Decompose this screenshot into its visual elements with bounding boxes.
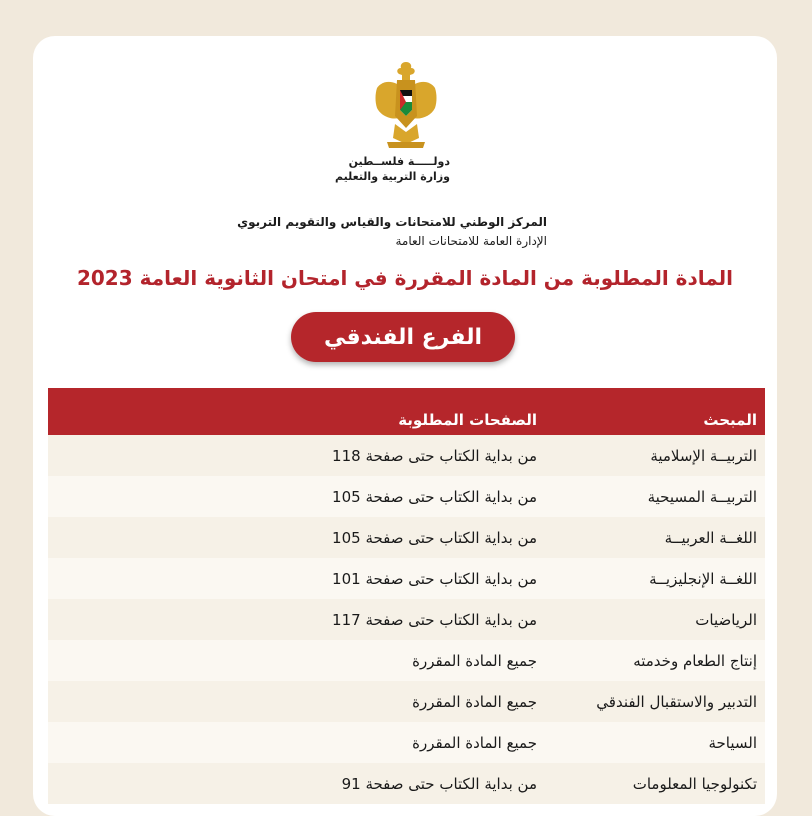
subject-cell: إنتاج الطعام وخدمته bbox=[541, 640, 765, 681]
subject-cell: التدبير والاستقبال الفندقي bbox=[541, 681, 765, 722]
subject-cell: السياحة bbox=[541, 722, 765, 763]
subject-cell: اللغــة الإنجليزيــة bbox=[541, 558, 765, 599]
table-row bbox=[48, 681, 765, 722]
subject-cell: الرياضيات bbox=[541, 599, 765, 640]
pages-cell: من بداية الكتاب حتى صفحة 91 bbox=[48, 763, 541, 804]
pages-cell: جميع المادة المقررة bbox=[48, 640, 541, 681]
pages-cell: من بداية الكتاب حتى صفحة 101 bbox=[48, 558, 541, 599]
pages-cell: جميع المادة المقررة bbox=[48, 681, 541, 722]
pages-cell: من بداية الكتاب حتى صفحة 105 bbox=[48, 517, 541, 558]
table-row bbox=[48, 640, 765, 681]
palestine-eagle-emblem-icon bbox=[373, 58, 439, 150]
ministry-name: وزارة التربية والتعليم bbox=[335, 170, 450, 183]
table-row bbox=[48, 722, 765, 763]
table-row bbox=[48, 599, 765, 640]
table-header-row bbox=[48, 388, 765, 435]
department-name: الإدارة العامة للامتحانات العامة bbox=[395, 234, 547, 248]
pages-cell: جميع المادة المقررة bbox=[48, 722, 541, 763]
center-name: المركز الوطني للامتحانات والقياس والتقويم التربوي bbox=[237, 215, 547, 229]
pages-cell: من بداية الكتاب حتى صفحة 105 bbox=[48, 476, 541, 517]
table-row bbox=[48, 558, 765, 599]
branch-badge bbox=[291, 312, 515, 362]
subject-cell: تكنولوجيا المعلومات bbox=[541, 763, 765, 804]
subject-cell: اللغــة العربيــة bbox=[541, 517, 765, 558]
subjects-table bbox=[48, 388, 765, 804]
pages-cell: من بداية الكتاب حتى صفحة 118 bbox=[48, 435, 541, 476]
header-subject: المبحث bbox=[541, 388, 765, 435]
header-pages: الصفحات المطلوبة bbox=[48, 388, 541, 435]
pages-cell: من بداية الكتاب حتى صفحة 117 bbox=[48, 599, 541, 640]
subject-cell: التربيــة المسيحية bbox=[541, 476, 765, 517]
subject-cell: التربيــة الإسلامية bbox=[541, 435, 765, 476]
page-title: المادة المطلوبة من المادة المقررة في امتحان الثانوية العامة 2023 bbox=[76, 266, 734, 290]
table-row bbox=[48, 517, 765, 558]
table-row bbox=[48, 763, 765, 804]
table-row bbox=[48, 476, 765, 517]
branch-label: الفرع الفندقي bbox=[324, 324, 482, 350]
state-name: دولـــــة فلســطين bbox=[348, 155, 450, 168]
table-row bbox=[48, 435, 765, 476]
